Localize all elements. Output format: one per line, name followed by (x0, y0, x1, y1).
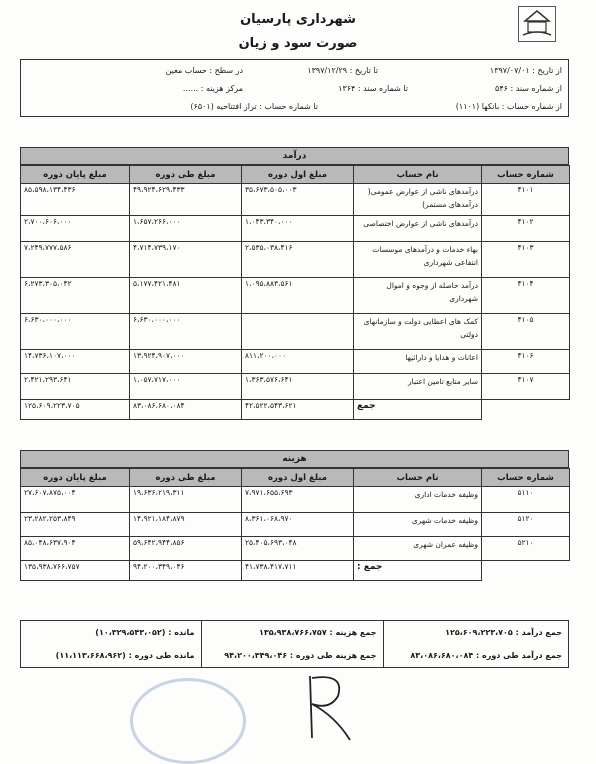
account-name: درآمدهای ناشی از عوارض عمومی( درآمدهای مستمر) (354, 184, 482, 216)
closing-amount: ۸۵،۵۹۸،۱۳۴،۴۳۶ (21, 184, 130, 216)
period-amount: ۶،۶۳۰،۰۰۰،۰۰۰ (130, 314, 242, 350)
table-row (21, 513, 570, 537)
table-row (21, 314, 570, 350)
to-doc: تا شماره سند : ۱۳۶۴ (338, 84, 408, 93)
col-opening: مبلغ اول دوره (242, 166, 354, 184)
col-account-name: نام حساب (354, 166, 482, 184)
account-name: کمک های اعطایی دولت و سازمانهای دولتی (354, 314, 482, 350)
from-date: از تاریخ : ۱۳۹۷/۰۷/۰۱ (489, 66, 562, 75)
closing-amount: ۷،۲۴۹،۷۷۷،۵۸۶ (21, 242, 130, 278)
expense-total-opening: ۴۱،۷۳۸،۴۱۷،۷۱۱ (242, 561, 354, 581)
to-date: تا تاریخ : ۱۳۹۷/۱۲/۲۹ (307, 66, 378, 75)
col-closing: مبلغ پایان دوره (21, 469, 130, 487)
income-section-title: درآمد (20, 147, 569, 165)
closing-amount: ۶،۶۳۰،۰۰۰،۰۰۰ (21, 314, 130, 350)
account-code: ۵۱۱۰ (482, 487, 570, 513)
account-name: سایر منابع تامین اعتبار (354, 374, 482, 400)
period-amount: ۵۹،۶۴۲،۹۴۴،۸۵۶ (130, 537, 242, 561)
expense-total-summary: جمع هزینه : ۱۳۵،۹۳۸،۷۶۶،۷۵۷ (201, 621, 383, 644)
report-title: صورت سود و زیان (238, 36, 358, 51)
col-account-name: نام حساب (354, 469, 482, 487)
table-row (21, 350, 570, 374)
account-code: ۴۱۰۲ (482, 216, 570, 242)
income-total-period: ۸۳،۰۸۶،۶۸۰،۰۸۴ (130, 400, 242, 420)
expense-total-closing: ۱۳۵،۹۳۸،۷۶۶،۷۵۷ (21, 561, 130, 581)
level: در سطح : حساب معین (165, 66, 243, 75)
account-name: درآمد حاصله از وجوه و اموال شهرداری (354, 278, 482, 314)
col-period: مبلغ طی دوره (130, 166, 242, 184)
closing-amount: ۲،۷۰۰،۶۰۶،۰۰۰ (21, 216, 130, 242)
official-stamp (130, 678, 246, 764)
income-total-row (21, 400, 570, 420)
period-amount: ۱،۰۵۷،۷۱۷،۰۰۰ (130, 374, 242, 400)
closing-amount: ۸۵،۰۴۸،۶۳۷،۹۰۴ (21, 537, 130, 561)
closing-amount: ۱۴،۷۳۶،۱۰۷،۰۰۰ (21, 350, 130, 374)
opening-amount: ۱،۰۹۵،۸۸۳،۵۶۱ (242, 278, 354, 314)
summary-box (20, 620, 569, 668)
account-code: ۴۱۰۳ (482, 242, 570, 278)
balance-summary: مانده : (۱۰،۳۲۹،۵۴۳،۰۵۲) (95, 628, 195, 637)
period-amount: ۱۳،۹۲۴،۹۰۷،۰۰۰ (130, 350, 242, 374)
from-doc: از شماره سند : ۵۴۶ (495, 84, 562, 93)
income-table (20, 165, 570, 420)
period-amount: ۵،۱۷۷،۴۲۱،۴۸۱ (130, 278, 242, 314)
filter-box (20, 59, 569, 117)
account-code: ۵۱۲۰ (482, 513, 570, 537)
opening-amount: ۸،۳۶۱،۰۶۸،۹۷۰ (242, 513, 354, 537)
income-total-label: جمع (354, 400, 482, 420)
opening-amount: ۲۵،۴۰۵،۶۹۳،۰۴۸ (242, 537, 354, 561)
account-name: وظیفه خدمات شهری (354, 513, 482, 537)
period-amount: ۱۹،۶۳۶،۲۱۹،۳۱۱ (130, 487, 242, 513)
opening-amount: ۱،۳۶۳،۵۷۶،۶۴۱ (242, 374, 354, 400)
account-name: بهاء خدمات و درآمدهای موسسات انتفاعی شهرداری (354, 242, 482, 278)
opening-amount: ۷،۹۷۱،۶۵۵،۶۹۳ (242, 487, 354, 513)
expense-section-title: هزینه (20, 450, 569, 468)
table-row (21, 184, 570, 216)
account-name: وظیفه عمران شهری (354, 537, 482, 561)
income-total-closing: ۱۲۵،۶۰۹،۲۲۳،۷۰۵ (21, 400, 130, 420)
account-code: ۴۱۰۵ (482, 314, 570, 350)
col-closing: مبلغ پایان دوره (21, 166, 130, 184)
account-name: وظیفه خدمات اداری (354, 487, 482, 513)
income-period-summary: جمع درآمد طی دوره : ۸۳،۰۸۶،۶۸۰،۰۸۴ (383, 644, 568, 667)
table-row (21, 242, 570, 278)
period-amount: ۱،۶۵۷،۲۶۶،۰۰۰ (130, 216, 242, 242)
expense-total-label: جمع : (354, 561, 482, 581)
balance-period-summary: مانده طی دوره : (۱۱،۱۱۳،۶۶۸،۹۶۲) (55, 651, 195, 660)
closing-amount: ۲،۴۲۱،۲۹۳،۶۴۱ (21, 374, 130, 400)
table-row (21, 374, 570, 400)
table-row (21, 216, 570, 242)
opening-amount: ۲،۵۳۵،۰۳۸،۴۱۶ (242, 242, 354, 278)
col-opening: مبلغ اول دوره (242, 469, 354, 487)
col-period: مبلغ طی دوره (130, 469, 242, 487)
account-code: ۴۱۰۴ (482, 278, 570, 314)
income-header-row (21, 166, 570, 184)
account-code: ۴۱۰۱ (482, 184, 570, 216)
account-name: اعانات و هدایا و دارائیها (354, 350, 482, 374)
closing-amount: ۶،۲۷۳،۳۰۵،۰۴۲ (21, 278, 130, 314)
expense-total-row (21, 561, 570, 581)
closing-amount: ۲۳،۲۸۲،۲۵۳،۸۴۹ (21, 513, 130, 537)
cost-center: مرکز هزینه : ...... (182, 84, 243, 93)
account-name: درآمدهای ناشی از عوارض اختصاصی (354, 216, 482, 242)
account-code: ۴۱۰۷ (482, 374, 570, 400)
account-code: ۴۱۰۶ (482, 350, 570, 374)
signature (290, 668, 360, 743)
income-total-opening: ۴۲،۵۲۲،۵۴۳،۶۲۱ (242, 400, 354, 420)
from-account: از شماره حساب : بانکها (۱۱۰۱) (455, 102, 562, 111)
period-amount: ۱۴،۹۲۱،۱۸۴،۸۷۹ (130, 513, 242, 537)
opening-amount: ۱،۰۴۳،۳۴۰،۰۰۰ (242, 216, 354, 242)
account-code: ۵۲۱۰ (482, 537, 570, 561)
opening-amount: ۳۵،۶۷۳،۵۰۵،۰۰۳ (242, 184, 354, 216)
expense-header-row (21, 469, 570, 487)
period-amount: ۴۹،۹۲۴،۶۲۹،۴۳۳ (130, 184, 242, 216)
expense-table (20, 468, 570, 581)
period-amount: ۴،۷۱۴،۷۳۹،۱۷۰ (130, 242, 242, 278)
table-row (21, 537, 570, 561)
opening-amount (242, 314, 354, 350)
closing-amount: ۲۷،۶۰۷،۸۷۵،۰۰۴ (21, 487, 130, 513)
col-account-code: شماره حساب (482, 166, 570, 184)
expense-period-summary: جمع هزینه طی دوره : ۹۴،۲۰۰،۳۴۹،۰۴۶ (201, 644, 383, 667)
table-row (21, 278, 570, 314)
expense-total-period: ۹۴،۲۰۰،۳۴۹،۰۴۶ (130, 561, 242, 581)
col-account-code: شماره حساب (482, 469, 570, 487)
income-total-summary: جمع درآمد : ۱۲۵،۶۰۹،۲۲۳،۷۰۵ (383, 621, 568, 644)
table-row (21, 487, 570, 513)
to-account: تا شماره حساب : تراز افتتاحیه (۶۵۰۱) (190, 102, 318, 111)
org-name: شهرداری پارسیان (240, 12, 356, 27)
opening-amount: ۸۱۱،۲۰۰،۰۰۰ (242, 350, 354, 374)
